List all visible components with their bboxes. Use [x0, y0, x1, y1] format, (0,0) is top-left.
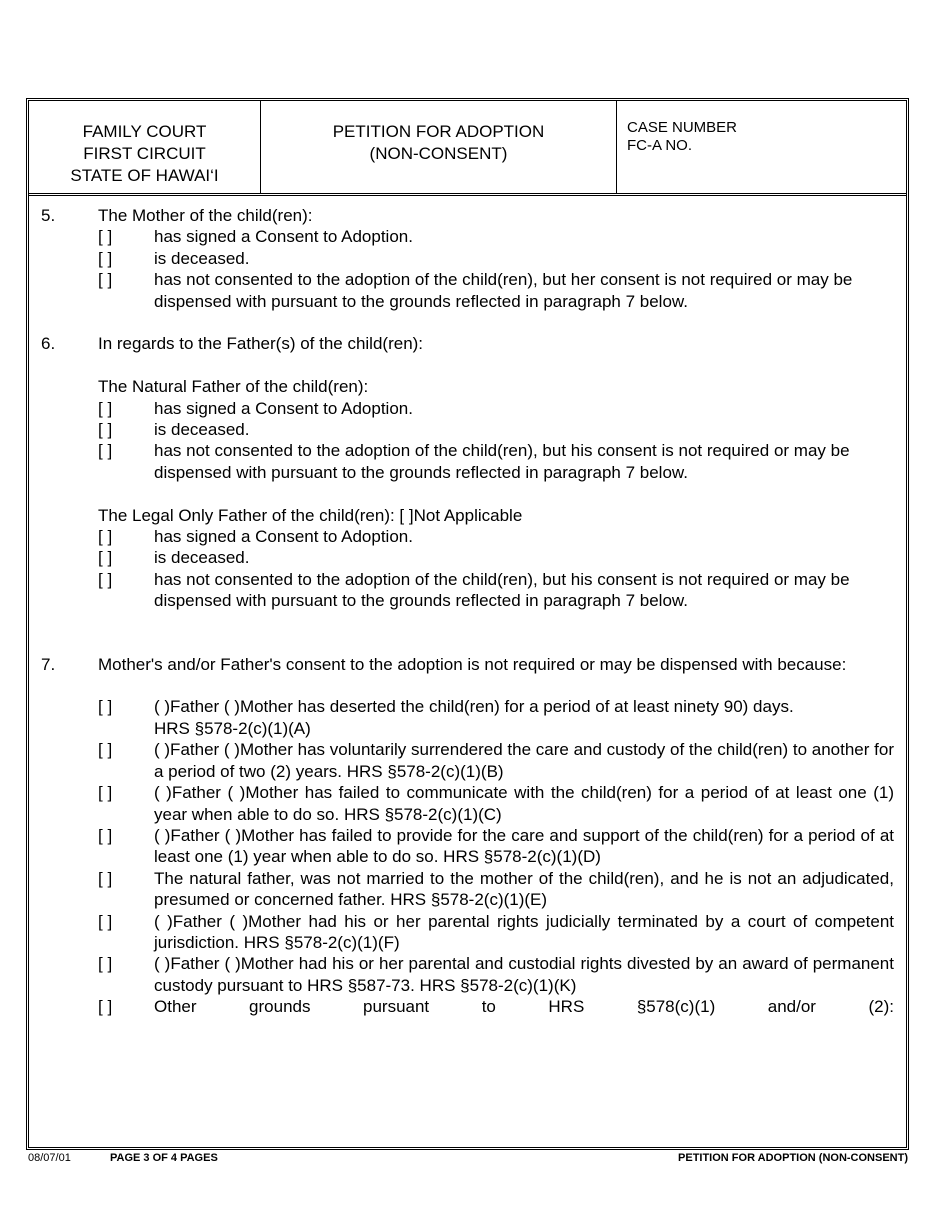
- item-text: has not consented to the adoption of the child(ren), but his consent is not required or may be dispensed with pursuant to the grounds reflected in paragraph 7 below.: [154, 569, 850, 611]
- checkbox[interactable]: [ ]: [98, 270, 113, 290]
- list-item: [98, 782, 894, 825]
- checkbox[interactable]: [ ]: [98, 398, 113, 418]
- checkbox-list: [98, 226, 894, 312]
- checkbox[interactable]: [ ]: [98, 697, 113, 717]
- checkbox[interactable]: [ ]: [98, 248, 113, 268]
- paragraph-number: 5.: [41, 206, 56, 225]
- list-item: [98, 547, 894, 568]
- list-item: [98, 226, 894, 247]
- other-grounds-text: [154, 996, 894, 1017]
- item-text: The natural father, was not married to the mother of the child(ren), and he is not an adjudicated, presumed or concerned father. HRS §578-2(c)(1)(E): [154, 868, 894, 910]
- word: and/or: [767, 997, 816, 1017]
- court-name: [29, 101, 261, 193]
- checkbox[interactable]: [ ]: [98, 783, 113, 803]
- checkbox[interactable]: [ ]: [98, 740, 113, 760]
- list-item: [98, 269, 894, 312]
- list-item: [98, 696, 894, 739]
- checkbox-list: [98, 526, 894, 612]
- paragraph-lead: The Mother of the child(ren):: [98, 206, 313, 225]
- word: grounds: [249, 997, 311, 1017]
- word: §578(c)(1): [636, 997, 716, 1017]
- checkbox-list: [98, 696, 894, 1017]
- checkbox[interactable]: [ ]: [98, 527, 113, 547]
- list-item: [98, 868, 894, 911]
- case-number-label: CASE NUMBER: [627, 119, 738, 136]
- item-text: has signed a Consent to Adoption.: [154, 227, 413, 247]
- word: Other: [154, 997, 197, 1017]
- item-text: is deceased.: [154, 248, 250, 268]
- list-item: [98, 398, 894, 419]
- item-text: is deceased.: [154, 548, 250, 568]
- list-item-other-grounds: [98, 996, 894, 1017]
- subtitle-line: (NON-CONSENT): [369, 144, 508, 163]
- case-number-box[interactable]: [617, 101, 906, 193]
- item-text: has not consented to the adoption of the child(ren), but his consent is not required or may be dispensed with pursuant to the grounds reflected in paragraph 7 below.: [154, 441, 850, 482]
- circuit-line: FIRST CIRCUIT: [83, 144, 206, 163]
- item-text: has signed a Consent to Adoption.: [154, 398, 413, 418]
- court-line: FAMILY COURT: [82, 122, 207, 141]
- paragraph-lead: In regards to the Father(s) of the child(ren):: [98, 334, 424, 354]
- item-text: has not consented to the adoption of the child(ren), but her consent is not required or may be dispensed with pursuant to the grounds reflected in paragraph 7 below.: [154, 270, 853, 311]
- checkbox[interactable]: [ ]: [98, 825, 113, 845]
- word: to: [481, 997, 496, 1017]
- checkbox[interactable]: [ ]: [98, 441, 113, 461]
- word: (2):: [868, 997, 894, 1017]
- checkbox[interactable]: [ ]: [98, 868, 113, 888]
- list-item: [98, 825, 894, 868]
- item-text: is deceased.: [154, 420, 250, 440]
- list-item: [98, 248, 894, 269]
- title-line: PETITION FOR ADOPTION: [332, 122, 545, 141]
- item-text: ( )Father ( )Mother has deserted the child(ren) for a period of at least ninety 90) days. HRS §578-2(c)(1)(A): [154, 697, 794, 738]
- form-body: [41, 205, 894, 1018]
- fca-no-label: FC-A NO.: [627, 137, 693, 154]
- checkbox[interactable]: [ ]: [98, 227, 113, 247]
- natural-father-lead: The Natural Father of the child(ren):: [98, 377, 369, 397]
- word: HRS: [548, 997, 585, 1017]
- paragraph-number: 7.: [41, 654, 56, 674]
- form-frame: [26, 98, 909, 1150]
- footer-page-number: PAGE 3 OF 4 PAGES: [110, 1152, 218, 1164]
- form-header: [29, 101, 906, 196]
- checkbox[interactable]: [ ]: [98, 954, 113, 974]
- item-text: ( )Father ( )Mother had his or her parental and custodial rights divested by an award of permanent custody pursuant to HRS §587-73. HRS §578-2(c)(1)(K): [154, 954, 894, 995]
- checkbox-list: [98, 398, 894, 484]
- list-item: [98, 953, 894, 996]
- state-line: STATE OF HAWAI‘I: [70, 166, 219, 185]
- item-text: ( )Father ( )Mother has voluntarily surrendered the care and custody of the child(ren) to another for a period of two (2) years. HRS §578-2(c)(1)(B): [154, 740, 894, 781]
- checkbox[interactable]: [ ]: [98, 911, 113, 931]
- paragraph-5: [41, 205, 894, 312]
- list-item: [98, 440, 894, 483]
- list-item: [98, 739, 894, 782]
- list-item: [98, 569, 894, 612]
- checkbox[interactable]: [ ]: [98, 997, 113, 1017]
- word: pursuant: [363, 997, 430, 1017]
- paragraph-lead: Mother's and/or Father's consent to the adoption is not required or may be dispensed with because:: [98, 654, 847, 674]
- paragraph-number: 6.: [41, 334, 56, 354]
- list-item: [98, 419, 894, 440]
- checkbox[interactable]: [ ]: [98, 420, 113, 440]
- list-item: [98, 911, 894, 954]
- item-text: ( )Father ( )Mother has failed to provide for the care and support of the child(ren) for a period of at least one (1) year when able to do so. HRS §578-2(c)(1)(D): [154, 825, 894, 867]
- footer-form-title: PETITION FOR ADOPTION (NON-CONSENT): [678, 1152, 908, 1164]
- checkbox[interactable]: [ ]: [98, 548, 113, 568]
- checkbox[interactable]: [ ]: [98, 569, 113, 589]
- legal-father-lead: The Legal Only Father of the child(ren): [ ]Not Applicable: [98, 505, 523, 525]
- document-title: [261, 101, 617, 193]
- item-text: ( )Father ( )Mother has failed to communicate with the child(ren) for a period of at least one (1) year when able to do so. HRS §578-2(c)(1)(C): [154, 783, 894, 824]
- list-item: [98, 526, 894, 547]
- item-text: has signed a Consent to Adoption.: [154, 527, 413, 547]
- footer-date: 08/07/01: [28, 1152, 71, 1164]
- item-text: ( )Father ( )Mother had his or her parental rights judicially terminated by a court of competent jurisdiction. HRS §578-2(c)(1)(F): [154, 911, 894, 952]
- paragraph-7: [41, 654, 894, 1018]
- paragraph-6: [41, 333, 894, 611]
